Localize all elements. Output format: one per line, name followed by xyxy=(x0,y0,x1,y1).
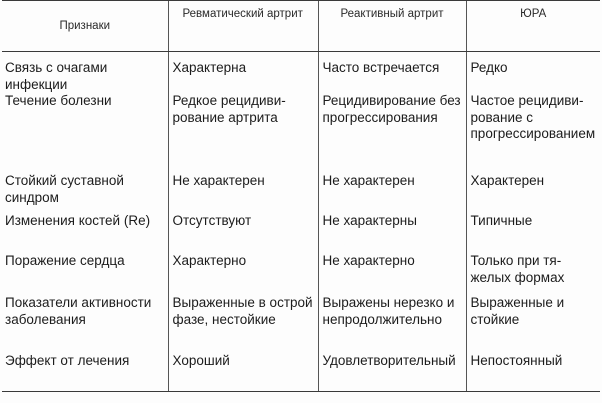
table-row xyxy=(2,93,600,173)
cell-sign: Поражение сердца xyxy=(5,253,125,268)
cell-sign: Течение болезни xyxy=(5,93,112,108)
cell-jra: Типичные xyxy=(466,213,600,253)
cell-reactive: Выражены нерезко и непродолжительно xyxy=(318,295,466,353)
cell-rheumatic: Характерна xyxy=(168,52,318,94)
table-row xyxy=(2,295,600,353)
cell-reactive: Удовлетворительный xyxy=(318,353,466,392)
cell-reactive: Не характерны xyxy=(318,213,466,253)
table-body xyxy=(2,52,600,392)
cell-sign: Связь с очагами инфекции xyxy=(5,60,108,92)
cell-jra: Редко xyxy=(466,52,600,94)
header-reactive-arthritis: Реактивный артрит xyxy=(318,1,466,52)
cell-reactive: Не характерно xyxy=(318,253,466,295)
header-signs: Признаки xyxy=(2,1,168,52)
comparison-table xyxy=(2,0,600,392)
cell-jra: Выраженные и стойкие xyxy=(466,295,600,353)
cell-sign: Показатели активности заболевания xyxy=(5,295,152,327)
cell-reactive: Не характерен xyxy=(318,173,466,213)
header-row xyxy=(2,1,600,52)
table-row xyxy=(2,52,600,94)
table-row xyxy=(2,353,600,392)
cell-reactive: Рецидивирование без прогрессирования xyxy=(318,93,466,173)
header-rheumatic-arthritis: Ревматический артрит xyxy=(168,1,318,52)
cell-sign: Эффект от лечения xyxy=(2,353,168,392)
cell-jra: Характерен xyxy=(466,173,600,213)
cell-rheumatic: Хороший xyxy=(168,353,318,392)
table-row xyxy=(2,213,600,253)
cell-jra: Только при тяжелых формах xyxy=(466,253,600,295)
table-header xyxy=(2,1,600,52)
cell-rheumatic: Не характерен xyxy=(168,173,318,213)
cell-sign: Изменения костей (Re) xyxy=(5,213,151,228)
cell-jra: Частое рецидивирование с прогрессированием xyxy=(466,93,600,173)
table-row xyxy=(2,253,600,295)
cell-rheumatic: Характерно xyxy=(168,253,318,295)
header-jra: ЮРА xyxy=(466,1,600,52)
cell-sign: Стойкий суставной синдром xyxy=(5,173,124,205)
cell-jra: Непостоянный xyxy=(466,353,600,392)
cell-rheumatic: Отсутствуют xyxy=(168,213,318,253)
cell-rheumatic: Редкое рецидивирование артрита xyxy=(168,93,318,173)
cell-rheumatic: Выраженные в острой фазе, нестойкие xyxy=(168,295,318,353)
table-row xyxy=(2,173,600,213)
cell-reactive: Часто встречается xyxy=(318,52,466,94)
